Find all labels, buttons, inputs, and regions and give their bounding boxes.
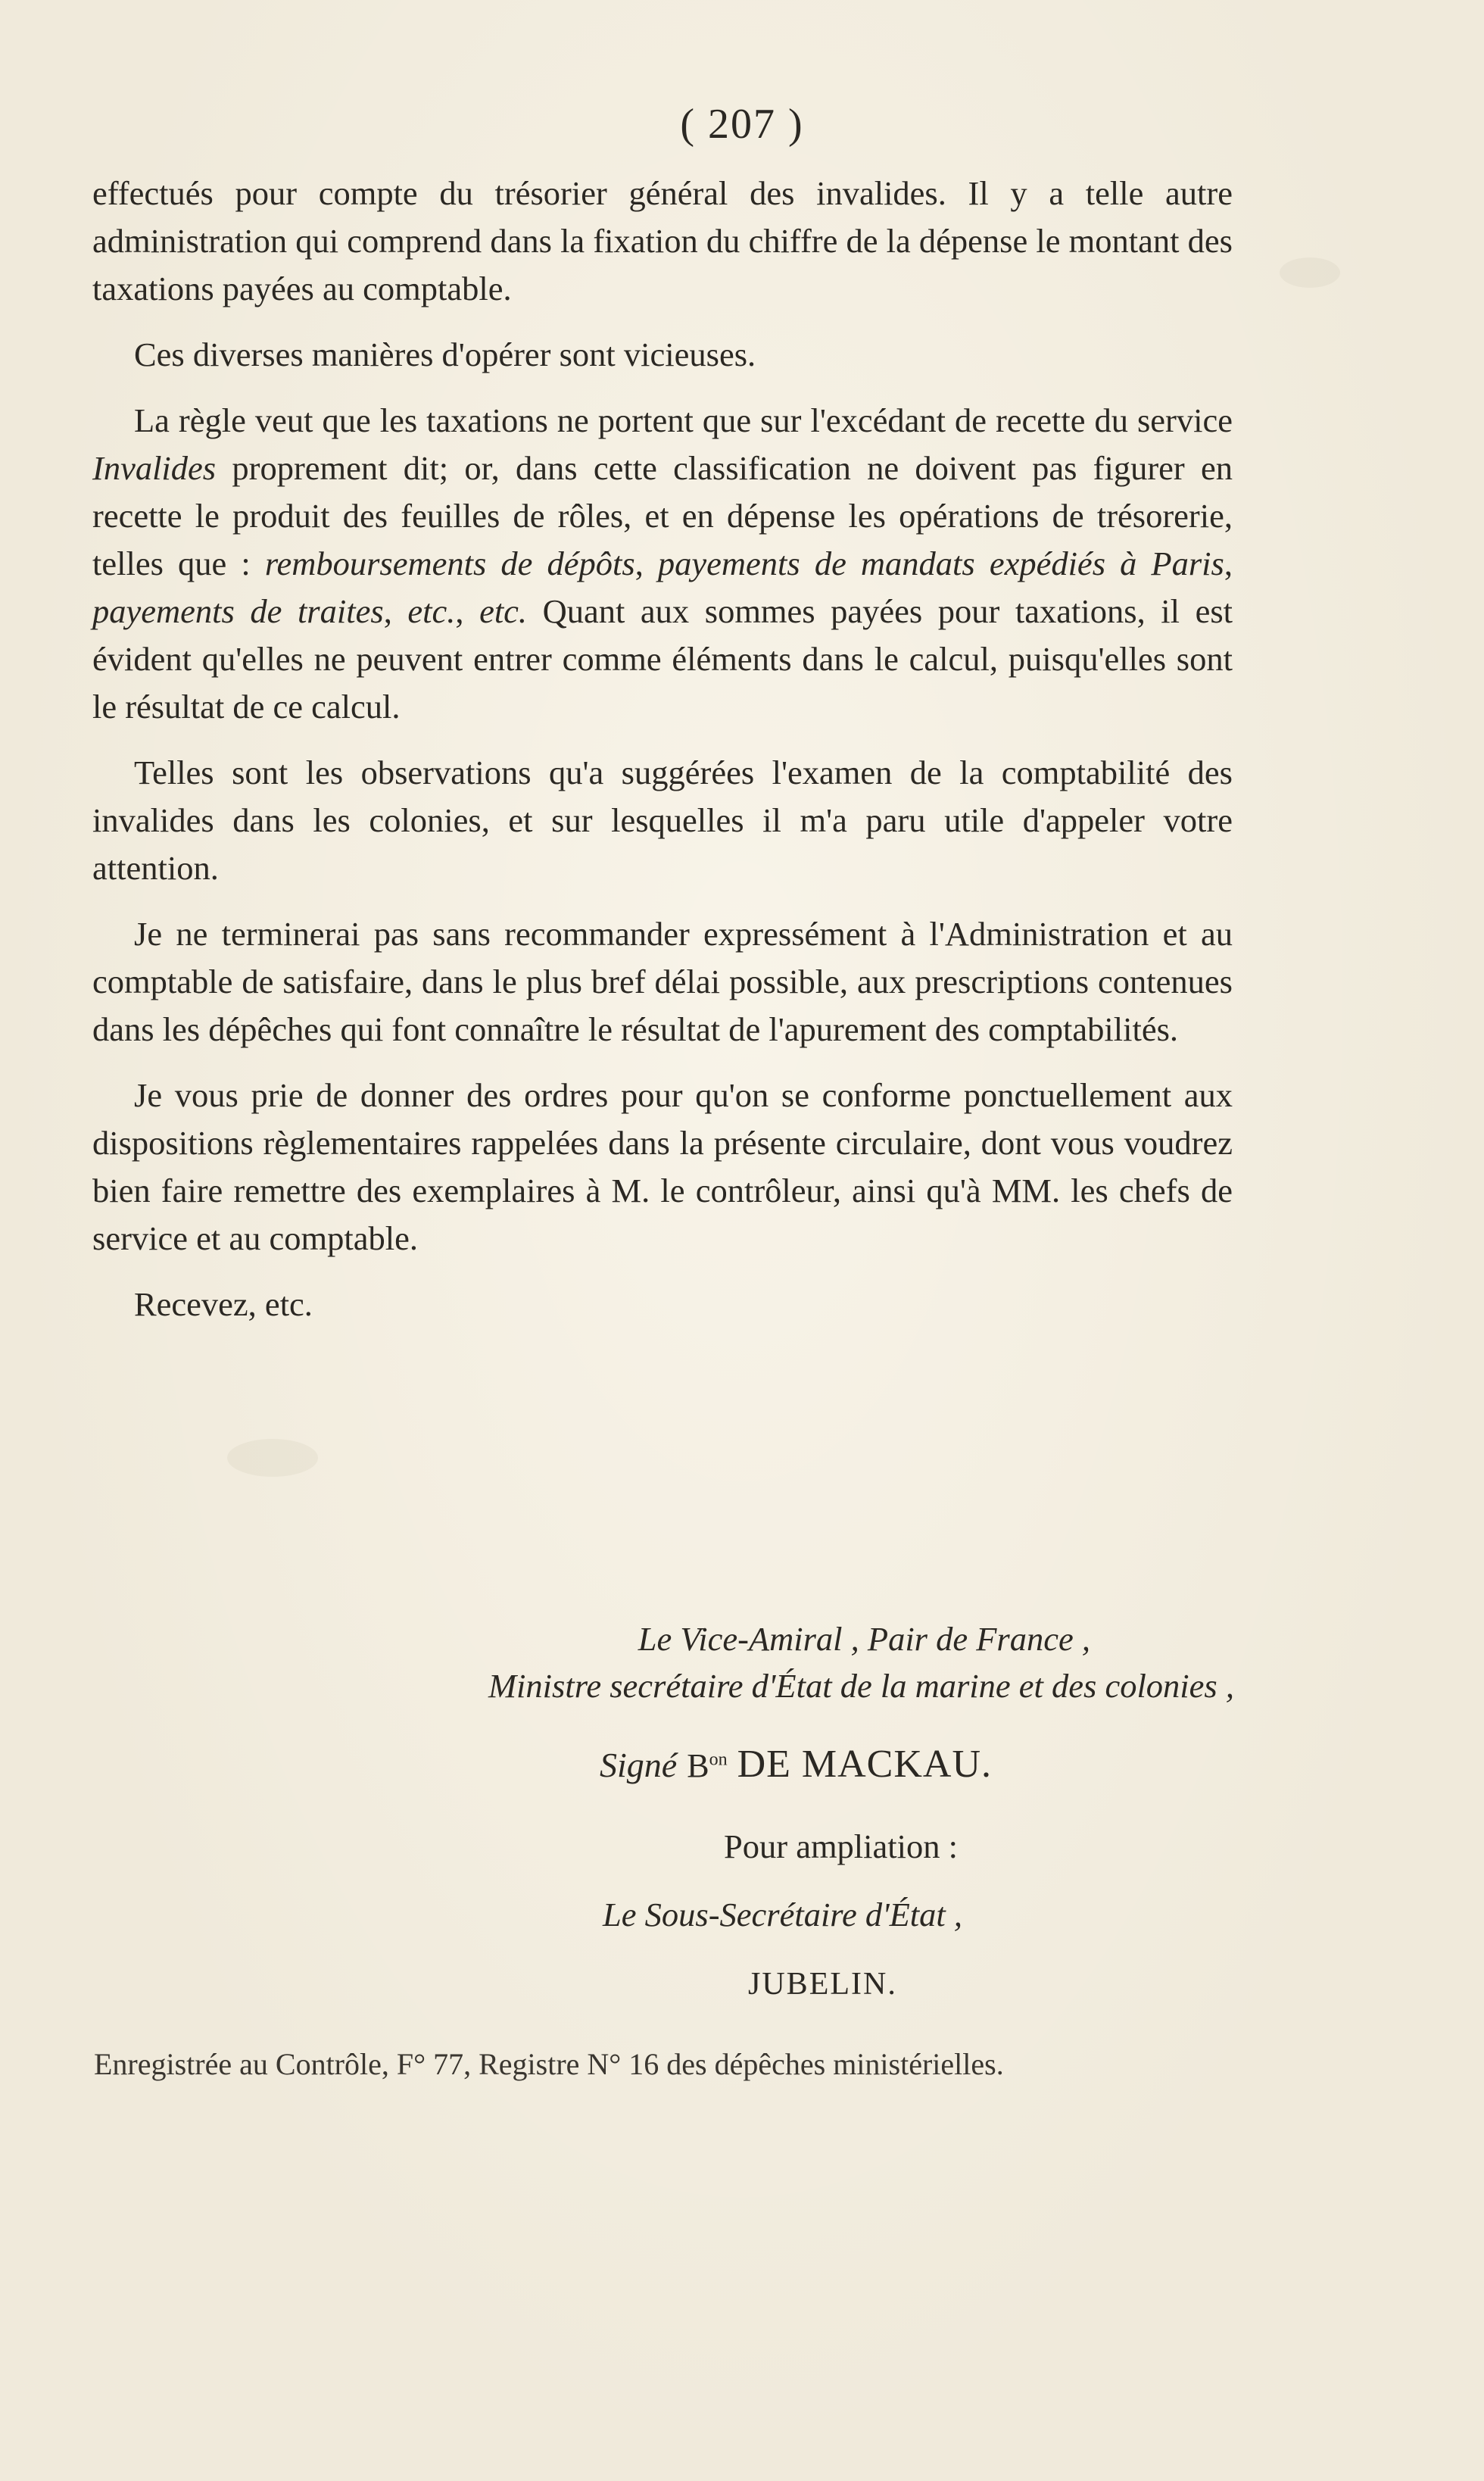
closing-salutation: Recevez, etc. bbox=[134, 1285, 313, 1323]
baron-abbrev bbox=[687, 1747, 727, 1784]
signatory-title-line2: Ministre secrétaire d'État de la marine et des colonies , bbox=[488, 1667, 1234, 1705]
baron-letter: B bbox=[687, 1747, 709, 1784]
text-run: , bbox=[455, 592, 480, 630]
body-text bbox=[92, 170, 1233, 1347]
signed-word: Signé bbox=[600, 1746, 678, 1784]
signatory-title-line1: Le Vice-Amiral , Pair de France , bbox=[638, 1620, 1090, 1658]
signature-line bbox=[600, 1742, 992, 1787]
paragraph: Je ne terminerai pas sans recommander expressément à l'Administration et au comptable de satisfaire, dans le plus bref délai possible, aux prescriptions contenues dans les dépêches qui font connaître le résultat de l'apurement des comptabilités. bbox=[92, 915, 1233, 1048]
baron-sup: on bbox=[709, 1749, 728, 1770]
text-run: proprement dit; or, dans cette classification ne doivent pas figurer en recette le produit des feuilles de rôles, et en dépense les opérations de trésorerie, telles que : bbox=[92, 449, 1233, 582]
text-run: La règle veut que les taxations ne portent que sur l'excédant de recette du service bbox=[134, 401, 1233, 439]
text-run: , bbox=[383, 592, 408, 630]
sous-secretaire-title: Le Sous-Secrétaire d'État , bbox=[603, 1896, 963, 1933]
paragraph-continuation: effectués pour compte du trésorier général des invalides. Il y a telle autre administration qui comprend dans la fixation du chiffre de la dépense le montant des taxations payées au comptable. bbox=[92, 174, 1233, 307]
italic-term: etc. bbox=[407, 592, 456, 630]
italic-term: etc. bbox=[479, 592, 528, 630]
italic-term: payements de mandats expédiés à Paris bbox=[657, 545, 1224, 582]
page-number: ( 207 ) bbox=[680, 101, 804, 148]
paper-stain bbox=[227, 1439, 318, 1477]
ampliation-label: Pour ampliation : bbox=[724, 1827, 959, 1865]
paragraph: Ces diverses manières d'opérer sont vicieuses. bbox=[134, 335, 756, 373]
paper-stain bbox=[1280, 257, 1340, 288]
sous-secretaire-name: JUBELIN. bbox=[748, 1967, 897, 2002]
registration-note: Enregistrée au Contrôle, F° 77, Registre N° 16 des dépêches ministérielles. bbox=[94, 2047, 1004, 2081]
signatory-name: DE MACKAU. bbox=[737, 1743, 993, 1786]
text-run: , bbox=[634, 545, 658, 582]
italic-term: Invalides bbox=[92, 449, 217, 487]
italic-term: payements de traites bbox=[92, 592, 384, 630]
paragraph: Je vous prie de donner des ordres pour qu'on se conforme ponctuellement aux dispositions règlementaires rappelées dans la présente circulaire, dont vous voudrez bien faire remettre des exemplaires à M. le contrôleur, ainsi qu'à MM. les chefs de service et au comptable. bbox=[92, 1076, 1233, 1257]
text-run: Quant aux sommes payées pour taxations, il est évident qu'elles ne peuvent entrer comme éléments dans le calcul, puisqu'elles sont le résultat de ce calcul. bbox=[92, 592, 1233, 726]
italic-term: remboursements de dépôts bbox=[264, 545, 635, 582]
paragraph: Telles sont les observations qu'a suggérées l'examen de la comptabilité des invalides dans les colonies, et sur lesquelles il m'a paru utile d'appeler votre attention. bbox=[92, 754, 1233, 887]
paragraph-taxation-rule bbox=[92, 397, 1233, 731]
text-run: , bbox=[1224, 545, 1233, 582]
